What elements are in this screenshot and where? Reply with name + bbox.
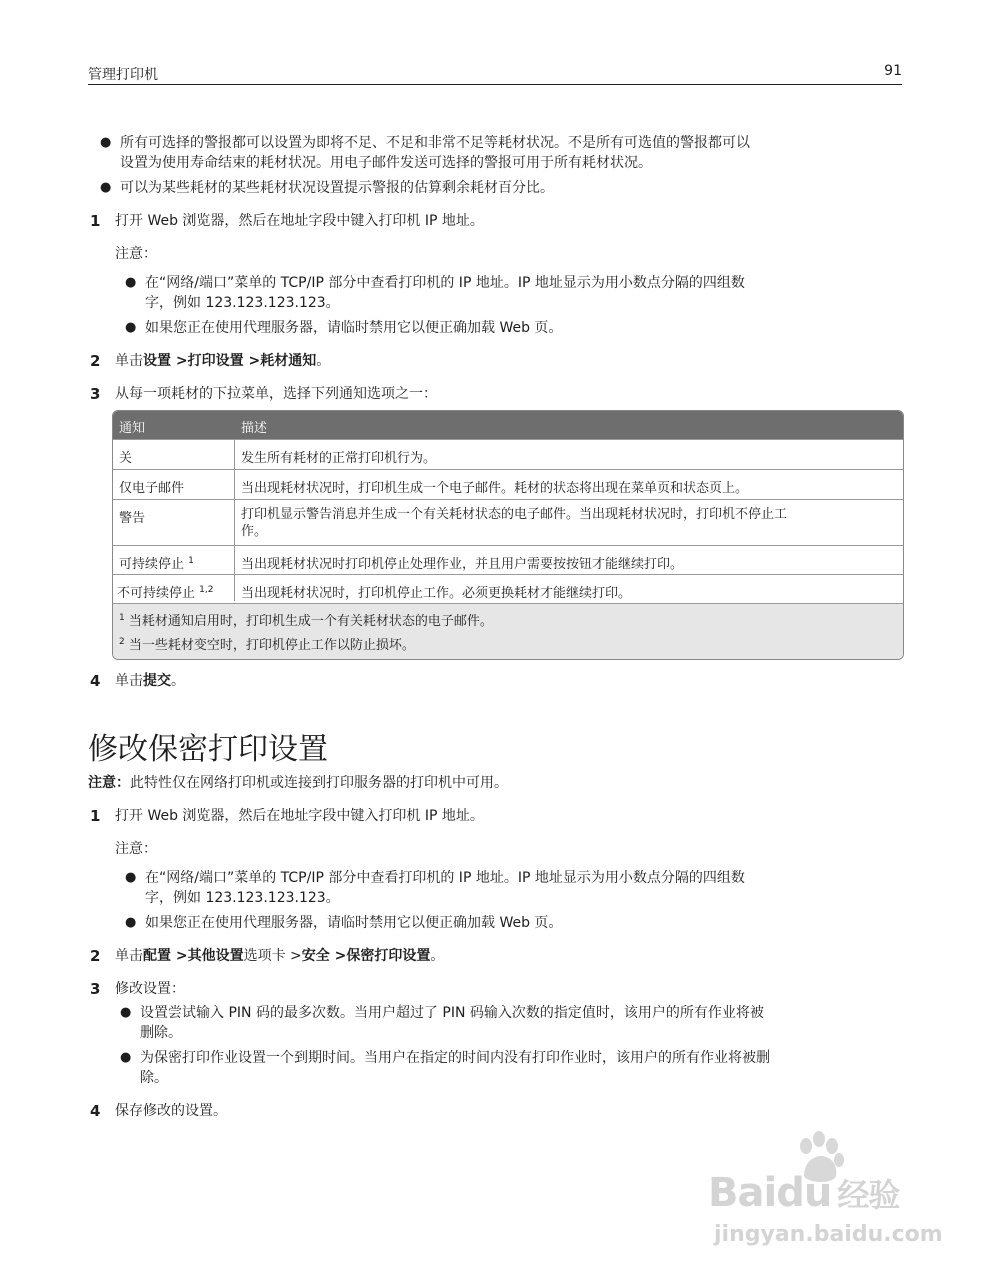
note-bullet-2: ● 如果您正在使用代理服务器，请临时禁用它以便正确加载 Web 页。 — [125, 320, 563, 336]
watermark-brand: Baidu 经验 — [708, 1170, 900, 1216]
page-header — [88, 62, 902, 85]
section2-note: 注意：此特性仅在网络打印机或连接到打印服务器的打印机中可用。 — [88, 775, 508, 791]
table-row: 可持续停止 $^1$ 当出现耗材状况时打印机停止处理作业，并且用户需要按按钮才能继续打印。 — [113, 545, 903, 575]
section-heading: 修改保密打印设置 — [88, 732, 328, 767]
watermark-url: jingyan.baidu.com — [714, 1222, 943, 1247]
bullet-icon: ● — [125, 320, 137, 335]
step3-bullet-1: ● 设置尝试输入 PIN 码的最多次数。当用户超过了 PIN 码输入次数的指定值时，该用户的所有作业将被 删除。 — [120, 1005, 764, 1041]
step-2: 2 单击设置 >打印设置 >耗材通知。 — [90, 352, 331, 370]
notification-table — [112, 410, 904, 660]
s2-step-2: 2 单击配置 >其他设置选项卡 >安全 >保密打印设置。 — [90, 947, 445, 965]
note-bullet-2: ● 如果您正在使用代理服务器，请临时禁用它以便正确加载 Web 页。 — [125, 915, 563, 931]
note-bullet-1: ● 在“网络/端口”菜单的 TCP/IP 部分中查看打印机的 IP 地址。IP 地址显示为用小数点分隔的四组数 字，例如 123.123.123.123。 — [125, 870, 745, 906]
step-1: 1 打开 Web 浏览器，然后在地址字段中键入打印机 IP 地址。 — [90, 212, 484, 230]
table-row: 不可持续停止 $^{1,2}$ 当出现耗材状况时，打印机停止工作。必须更换耗材才能继续打印。 — [113, 574, 903, 604]
baidu-watermark — [700, 1130, 943, 1250]
intro-bullet-2: ● 可以为某些耗材的某些耗材状况设置提示警报的估算剩余耗材百分比。 — [100, 180, 554, 196]
table-row: 警告 打印机显示警告消息并生成一个有关耗材状态的电子邮件。当出现耗材状况时，打印机不停止工 作。 — [113, 499, 903, 546]
step-4: 4 单击提交。 — [90, 672, 185, 690]
bullet-icon: ● — [120, 1005, 132, 1020]
step-3: 3 从每一项耗材的下拉菜单，选择下列通知选项之一： — [90, 385, 437, 403]
s2-step-1: 1 打开 Web 浏览器，然后在地址字段中键入打印机 IP 地址。 — [90, 807, 484, 825]
bullet-icon: ● — [120, 1050, 132, 1065]
header-title: 管理打印机 — [88, 67, 158, 83]
note-bullet-1: ● 在“网络/端口”菜单的 TCP/IP 部分中查看打印机的 IP 地址。IP 地址显示为用小数点分隔的四组数 字，例如 123.123.123.123。 — [125, 275, 745, 311]
s2-step-3: 3 修改设置： — [90, 980, 185, 998]
note-label: 注意： — [115, 841, 157, 857]
table-footnotes: $^1$ 当耗材通知启用时，打印机生成一个有关耗材状态的电子邮件。 $^2$ 当一些耗材变空时，打印机停止工作以防止损坏。 — [113, 603, 903, 660]
table-header: 通知 描述 — [113, 411, 903, 439]
bullet-icon: ● — [100, 135, 112, 150]
bullet-icon: ● — [125, 870, 137, 885]
s2-step-4: 4 保存修改的设置。 — [90, 1102, 227, 1120]
bullet-icon: ● — [100, 180, 112, 195]
note-label: 注意： — [115, 246, 157, 262]
table-row: 关 发生所有耗材的正常打印机行为。 — [113, 439, 903, 470]
intro-bullet-1: ● 所有可选择的警报都可以设置为即将不足、不足和非常不足等耗材状况。不是所有可选值的警报都可以 设置为使用寿命结束的耗材状况。用电子邮件发送可选择的警报可用于所有耗材状况。 — [100, 135, 750, 171]
bullet-icon: ● — [125, 275, 137, 290]
step3-bullet-2: ● 为保密打印作业设置一个到期时间。当用户在指定的时间内没有打印作业时，该用户的所有作业将被删 除。 — [120, 1050, 770, 1086]
bullet-icon: ● — [125, 915, 137, 930]
page-number: 91 — [884, 63, 902, 79]
table-row: 仅电子邮件 当出现耗材状况时，打印机生成一个电子邮件。耗材的状态将出现在菜单页和状态页上。 — [113, 469, 903, 500]
